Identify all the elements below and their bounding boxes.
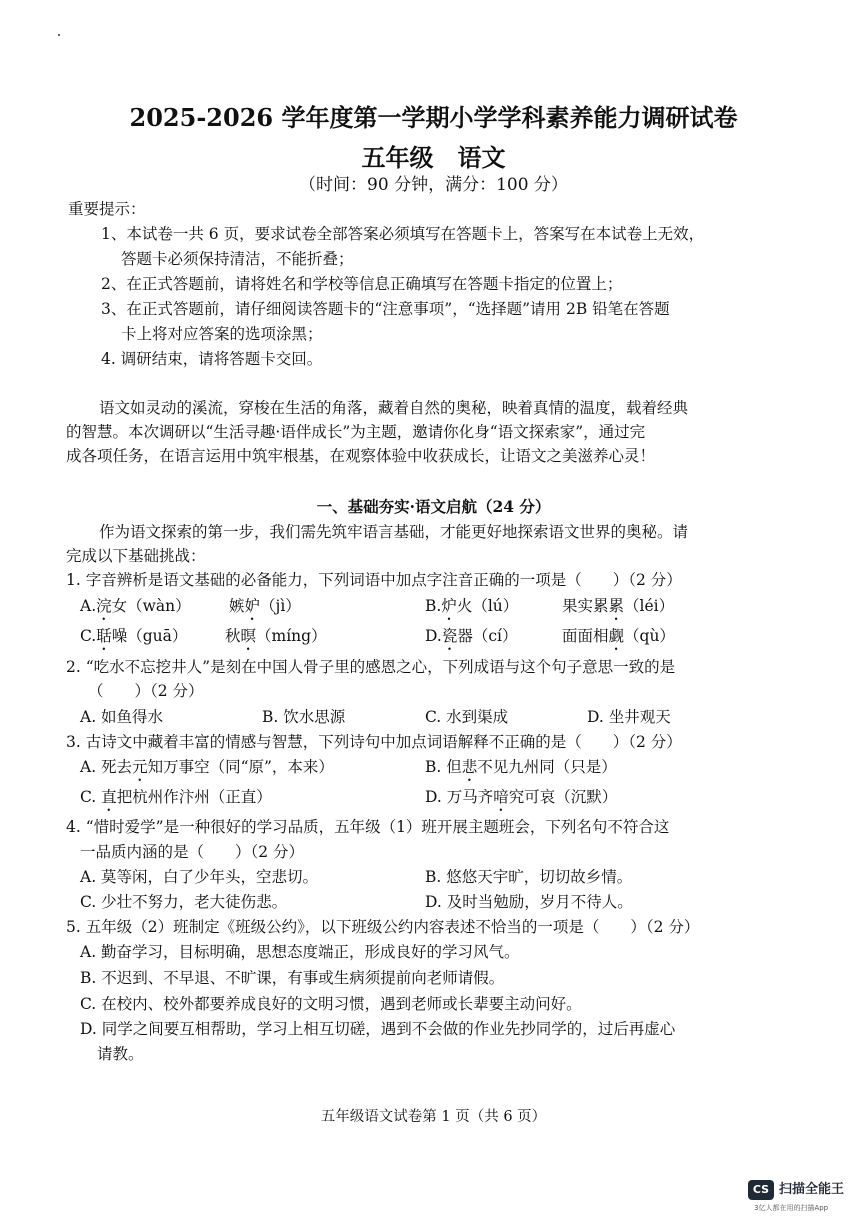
notice-item-1-cont: 答题卡必须保持清洁，不能折叠；	[121, 250, 354, 268]
option-label: D.	[425, 627, 442, 645]
notice-item-3-cont: 卡上将对应答案的选项涂黑；	[121, 325, 323, 343]
camscanner-logo-icon: CS	[748, 1180, 774, 1200]
dotted-char: 觑	[608, 627, 625, 645]
q3-option-c	[80, 785, 272, 815]
option-text: 果实累	[562, 597, 609, 615]
q5-option-d-cont: 请教。	[97, 1045, 144, 1063]
q3-stem: 3. 古诗文中藏着丰富的情感与智慧，下列诗句中加点词语解释不正确的是（ ）（2 分）	[66, 733, 682, 751]
option-text: 面面相	[562, 627, 609, 645]
q5-option-a: A. 勤奋学习，目标明确，思想态度端正，形成良好的学习风气。	[80, 943, 520, 961]
q2-option-c: C. 水到渠成	[425, 708, 509, 726]
option-label: A.	[80, 597, 97, 615]
watermark-tagline: 3亿人都在用的扫描App	[754, 1204, 829, 1212]
option-text: C.	[80, 788, 102, 806]
option-text: （qù）	[624, 627, 675, 645]
option-label: B.	[425, 597, 442, 615]
q1-option-d1	[425, 624, 517, 654]
q4-option-b: B. 悠悠天宇旷，切切故乡情。	[425, 868, 633, 886]
option-text: 噪（guā）	[111, 627, 188, 645]
option-text: 把杭州作汴州（正直）	[116, 788, 272, 806]
q5-option-c: C. 在校内、校外都要养成良好的文明习惯，遇到老师或长辈要主动问好。	[80, 995, 582, 1013]
option-text: 不见九州同（只是）	[477, 758, 617, 776]
dotted-char: 累	[608, 597, 625, 615]
dotted-char: 炉	[441, 597, 457, 615]
notice-item-4: 4. 调研结束，请将答题卡交回。	[101, 350, 323, 368]
option-text: 火（lú）	[456, 597, 519, 615]
q5-option-d: D. 同学之间要互相帮助，学习上相互切磋，遇到不会做的作业先抄同学的，过后再虚心	[80, 1020, 676, 1038]
q1-option-a1	[80, 594, 191, 624]
exam-title: 2025-2026 学年度第一学期小学学科素养能力调研试卷	[129, 103, 738, 132]
option-text: （jì）	[260, 597, 301, 615]
intro-line-2: 的智慧。本次调研以“生活寻趣·语伴成长”为主题，邀请你化身“语文探索家”，通过完	[66, 423, 646, 441]
option-text: （léi）	[624, 597, 675, 615]
dotted-char: 元	[132, 758, 148, 776]
page-footer: 五年级语文试卷第 1 页（共 6 页）	[320, 1109, 547, 1125]
dotted-char: 聒	[96, 627, 112, 645]
q2-option-a: A. 如鱼得水	[80, 708, 164, 726]
option-text: 嫉	[229, 597, 245, 615]
notice-item-2: 2、在正式答题前，请将姓名和学校等信息正确填写在答题卡指定的位置上；	[101, 275, 623, 293]
q1-option-b1	[425, 594, 518, 624]
q1-option-c1	[80, 624, 187, 654]
option-text: D. 万马齐	[425, 788, 494, 806]
q1-option-b2	[562, 594, 674, 624]
watermark-brand: 扫描全能王	[779, 1182, 845, 1197]
option-text: B. 但	[425, 758, 462, 776]
dotted-char: 直	[101, 788, 117, 806]
dotted-char: 暝	[240, 627, 257, 645]
option-text: 女（wàn）	[111, 597, 191, 615]
q3-option-a	[80, 755, 334, 785]
q3-option-d	[425, 785, 617, 815]
intro-line-3: 成各项任务，在语言运用中筑牢根基，在观察体验中收获成长，让语文之美滋养心灵！	[66, 447, 656, 465]
dotted-char: 喑	[493, 788, 509, 806]
q1-option-d2	[562, 624, 675, 654]
option-text: A. 死去	[80, 758, 133, 776]
q4-option-c: C. 少壮不努力，老大徒伤悲。	[80, 893, 288, 911]
section-1-title: 一、基础夯实·语文启航（24 分）	[316, 497, 551, 516]
dotted-char: 瓷	[441, 627, 458, 645]
exam-time-info: （时间：90 分钟，满分：100 分）	[299, 175, 568, 195]
q1-option-a2	[229, 594, 301, 624]
q5-option-b: B. 不迟到、不早退、不旷课，有事或生病须提前向老师请假。	[80, 969, 505, 987]
dotted-char: 浣	[96, 597, 112, 615]
q2-stem-2: （ ）（2 分）	[88, 682, 204, 700]
q2-option-d: D. 坐井观天	[587, 708, 671, 726]
q4-stem-1: 4. “惜时爱学”是一种很好的学习品质，五年级（1）班开展主题班会，下列名句不符合这	[66, 818, 670, 836]
section-1-intro-2: 完成以下基础挑战：	[66, 547, 206, 565]
option-text: （míng）	[256, 627, 327, 645]
q4-option-d: D. 及时当勉励，岁月不待人。	[425, 893, 633, 911]
q4-stem-2: 一品质内涵的是（ ）（2 分）	[80, 843, 305, 861]
q5-stem: 5. 五年级（2）班制定《班级公约》，以下班级公约内容表述不恰当的一项是（ ）（2 分）	[66, 918, 700, 936]
option-text: 究可哀（沉默）	[508, 788, 618, 806]
intro-line-1: 语文如灵动的溪流，穿梭在生活的角落，藏着自然的奥秘，映着真情的温度，载着经典	[99, 399, 689, 417]
section-1-intro-1: 作为语文探索的第一步，我们需先筑牢语言基础，才能更好地探索语文世界的奥秘。请	[99, 523, 689, 541]
option-label: C.	[80, 627, 97, 645]
dotted-char: 妒	[244, 597, 261, 615]
dotted-char: 悲	[461, 758, 478, 776]
notice-item-1: 1、本试卷一共 6 页，要求试卷全部答案必须填写在答题卡上，答案写在本试卷上无效，	[101, 225, 705, 243]
notice-item-3: 3、在正式答题前，请仔细阅读答题卡的“注意事项”，“选择题”请用 2B 铅笔在答题	[101, 300, 670, 318]
exam-subtitle: 五年级 语文	[361, 143, 506, 172]
option-text: 知万事空（同“原”，本来）	[147, 758, 334, 776]
option-text: 器（cí）	[457, 627, 518, 645]
scanner-watermark	[748, 1180, 858, 1220]
q1-stem: 1. 字音辨析是语文基础的必备能力，下列词语中加点字注音正确的一项是（ ）（2 分）	[66, 571, 682, 589]
q3-option-b	[425, 755, 617, 785]
option-text: 秋	[225, 627, 241, 645]
q2-option-b: B. 饮水思源	[262, 708, 346, 726]
notice-heading: 重要提示：	[68, 200, 146, 218]
q1-option-c2	[225, 624, 327, 654]
scan-speck	[58, 34, 60, 36]
q2-stem-1: 2. “吃水不忘挖井人”是刻在中国人骨子里的感恩之心，下列成语与这个句子意思一致的是	[66, 658, 676, 676]
q4-option-a: A. 莫等闲，白了少年头，空悲切。	[80, 868, 319, 886]
